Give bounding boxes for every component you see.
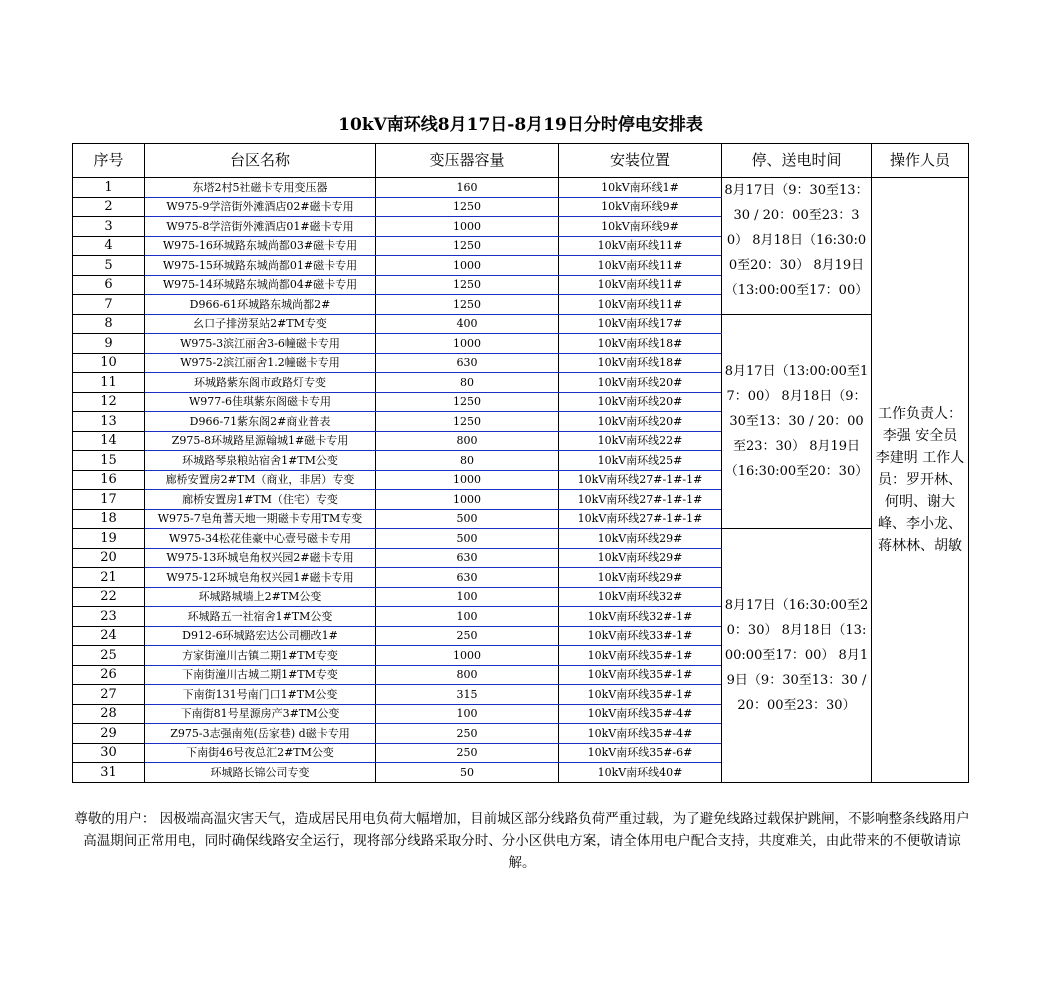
row-location: 10kV南环线25#: [559, 451, 722, 471]
row-capacity: 250: [376, 743, 559, 763]
row-location: 10kV南环线9#: [559, 217, 722, 237]
row-number: 24: [73, 626, 145, 646]
row-number: 19: [73, 529, 145, 549]
row-location: 10kV南环线20#: [559, 412, 722, 432]
time-group-cell: 8月17日（13:00:00至17：00） 8月18日（9：30至13：30 / 20：00至23：30） 8月19日（16:30:00至20：30）: [722, 314, 872, 529]
row-location: 10kV南环线35#-1#: [559, 646, 722, 666]
row-number: 27: [73, 685, 145, 705]
operators-cell: 工作负责人：李强 安全员 李建明 工作人员：罗开林、何明、谢大峰、李小龙、蒋林林、胡敏: [872, 178, 969, 783]
row-location: 10kV南环线35#-1#: [559, 685, 722, 705]
row-capacity: 160: [376, 178, 559, 198]
row-name: W975-15环城路东城尚都01#磁卡专用: [145, 256, 376, 276]
row-capacity: 1000: [376, 470, 559, 490]
row-location: 10kV南环线11#: [559, 256, 722, 276]
row-number: 22: [73, 587, 145, 607]
row-number: 31: [73, 763, 145, 783]
row-capacity: 315: [376, 685, 559, 705]
row-capacity: 1000: [376, 217, 559, 237]
row-location: 10kV南环线22#: [559, 431, 722, 451]
row-name: W975-9学涪街外滩酒店02#磁卡专用: [145, 197, 376, 217]
row-capacity: 1000: [376, 334, 559, 354]
row-name: 环城路紫东阁市政路灯专变: [145, 373, 376, 393]
row-name: W977-6佳琪紫东阁磁卡专用: [145, 392, 376, 412]
row-name: 环城路城墙上2#TM公变: [145, 587, 376, 607]
row-capacity: 50: [376, 763, 559, 783]
row-location: 10kV南环线27#-1#-1#: [559, 490, 722, 510]
row-number: 7: [73, 295, 145, 315]
row-location: 10kV南环线32#: [559, 587, 722, 607]
row-name: 廊桥安置房2#TM（商业，非居）专变: [145, 470, 376, 490]
row-name: W975-8学涪街外滩酒店01#磁卡专用: [145, 217, 376, 237]
row-name: 下南街131号南门口1#TM公变: [145, 685, 376, 705]
row-capacity: 1000: [376, 490, 559, 510]
row-name: W975-13环城皂角权兴园2#磁卡专用: [145, 548, 376, 568]
row-name: 环城路琴泉粮站宿舍1#TM公变: [145, 451, 376, 471]
row-capacity: 1250: [376, 197, 559, 217]
row-location: 10kV南环线32#-1#: [559, 607, 722, 627]
row-name: W975-3滨江丽舍3-6幢磁卡专用: [145, 334, 376, 354]
row-capacity: 1250: [376, 392, 559, 412]
row-capacity: 100: [376, 704, 559, 724]
header-operators: 操作人员: [872, 144, 969, 178]
row-number: 8: [73, 314, 145, 334]
schedule-table: [72, 143, 969, 783]
row-location: 10kV南环线9#: [559, 197, 722, 217]
row-name: W975-14环城路东城尚都04#磁卡专用: [145, 275, 376, 295]
row-number: 9: [73, 334, 145, 354]
row-name: D966-71紫东阁2#商业普表: [145, 412, 376, 432]
row-number: 12: [73, 392, 145, 412]
row-location: 10kV南环线35#-6#: [559, 743, 722, 763]
row-location: 10kV南环线35#-4#: [559, 724, 722, 744]
time-group-cell: 8月17日（9：30至13：30 / 20：00至23：30） 8月18日（16:30:00至20：30） 8月19日（13:00:00至17：00）: [722, 178, 872, 315]
header-location: 安装位置: [559, 144, 722, 178]
row-capacity: 100: [376, 587, 559, 607]
header-capacity: 变压器容量: [376, 144, 559, 178]
row-capacity: 1250: [376, 295, 559, 315]
row-name: 方家街潼川古镇二期1#TM专变: [145, 646, 376, 666]
row-number: 28: [73, 704, 145, 724]
row-capacity: 1250: [376, 412, 559, 432]
row-capacity: 250: [376, 724, 559, 744]
row-number: 11: [73, 373, 145, 393]
row-name: W975-2滨江丽舍1.2幢磁卡专用: [145, 353, 376, 373]
row-location: 10kV南环线35#-4#: [559, 704, 722, 724]
row-location: 10kV南环线11#: [559, 275, 722, 295]
row-name: 下南街81号星源房产3#TM公变: [145, 704, 376, 724]
row-number: 13: [73, 412, 145, 432]
row-number: 1: [73, 178, 145, 198]
row-capacity: 250: [376, 626, 559, 646]
row-number: 21: [73, 568, 145, 588]
row-name: Z975-3志强南苑(岳家巷) d磁卡专用: [145, 724, 376, 744]
row-number: 29: [73, 724, 145, 744]
row-location: 10kV南环线27#-1#-1#: [559, 509, 722, 529]
row-capacity: 800: [376, 665, 559, 685]
row-location: 10kV南环线11#: [559, 295, 722, 315]
row-name: 东塔2村5社磁卡专用变压器: [145, 178, 376, 198]
schedule-body: [73, 144, 969, 783]
row-number: 15: [73, 451, 145, 471]
row-location: 10kV南环线35#-1#: [559, 665, 722, 685]
row-name: D966-61环城路东城尚都2#: [145, 295, 376, 315]
row-capacity: 1250: [376, 275, 559, 295]
header-no: 序号: [73, 144, 145, 178]
row-location: 10kV南环线29#: [559, 568, 722, 588]
row-capacity: 100: [376, 607, 559, 627]
time-group-cell: 8月17日（16:30:00至20：30） 8月18日（13:00:00至17：00） 8月19日（9：30至13：30 / 20：00至23：30）: [722, 529, 872, 783]
row-number: 20: [73, 548, 145, 568]
row-name: 环城路长锦公司专变: [145, 763, 376, 783]
row-number: 17: [73, 490, 145, 510]
row-name: W975-12环城皂角权兴园1#磁卡专用: [145, 568, 376, 588]
row-name: W975-16环城路东城尚都03#磁卡专用: [145, 236, 376, 256]
row-capacity: 500: [376, 509, 559, 529]
row-location: 10kV南环线17#: [559, 314, 722, 334]
row-capacity: 800: [376, 431, 559, 451]
row-location: 10kV南环线1#: [559, 178, 722, 198]
row-capacity: 80: [376, 373, 559, 393]
row-capacity: 630: [376, 353, 559, 373]
row-number: 16: [73, 470, 145, 490]
row-name: 廊桥安置房1#TM（住宅）专变: [145, 490, 376, 510]
header-row: [73, 144, 969, 178]
notice-text: 尊敬的用户： 因极端高温灾害天气，造成居民用电负荷大幅增加，目前城区部分线路负荷严重过载，为了避免线路过载保护跳闸，不影响整条线路用户高温期间正常用电，同时确保线路安全运行，现将部分线路采取分时、分小区供电方案，请全体用电户配合支持，共度难关，由此带来的不便敬请谅解。: [74, 811, 970, 871]
row-capacity: 80: [376, 451, 559, 471]
row-number: 18: [73, 509, 145, 529]
row-number: 4: [73, 236, 145, 256]
row-number: 26: [73, 665, 145, 685]
row-capacity: 1000: [376, 646, 559, 666]
row-capacity: 400: [376, 314, 559, 334]
row-name: 环城路五一社宿舍1#TM公变: [145, 607, 376, 627]
row-location: 10kV南环线27#-1#-1#: [559, 470, 722, 490]
row-number: 25: [73, 646, 145, 666]
row-number: 14: [73, 431, 145, 451]
header-name: 台区名称: [145, 144, 376, 178]
row-capacity: 630: [376, 568, 559, 588]
table-row: [73, 529, 969, 549]
row-number: 6: [73, 275, 145, 295]
row-name: Z975-8环城路星源翰城1#磁卡专用: [145, 431, 376, 451]
row-number: 10: [73, 353, 145, 373]
row-name: 幺口子排涝泵站2#TM专变: [145, 314, 376, 334]
row-location: 10kV南环线29#: [559, 529, 722, 549]
row-location: 10kV南环线11#: [559, 236, 722, 256]
row-number: 5: [73, 256, 145, 276]
row-location: 10kV南环线40#: [559, 763, 722, 783]
row-location: 10kV南环线33#-1#: [559, 626, 722, 646]
table-row: [73, 314, 969, 334]
row-location: 10kV南环线18#: [559, 334, 722, 354]
row-name: W975-7皂角蓍天地一期磁卡专用TM专变: [145, 509, 376, 529]
row-location: 10kV南环线29#: [559, 548, 722, 568]
header-time: 停、送电时间: [722, 144, 872, 178]
row-location: 10kV南环线18#: [559, 353, 722, 373]
row-name: D912-6环城路宏达公司棚改1#: [145, 626, 376, 646]
row-capacity: 500: [376, 529, 559, 549]
row-capacity: 1000: [376, 256, 559, 276]
row-capacity: 630: [376, 548, 559, 568]
row-number: 2: [73, 197, 145, 217]
row-name: 下南街46号夜总汇2#TM公变: [145, 743, 376, 763]
row-number: 30: [73, 743, 145, 763]
page-title: 10kV南环线8月17日-8月19日分时停电安排表: [338, 115, 703, 135]
row-location: 10kV南环线20#: [559, 373, 722, 393]
row-number: 3: [73, 217, 145, 237]
row-number: 23: [73, 607, 145, 627]
row-capacity: 1250: [376, 236, 559, 256]
table-row: [73, 178, 969, 198]
row-location: 10kV南环线20#: [559, 392, 722, 412]
row-name: 下南街潼川古城二期1#TM专变: [145, 665, 376, 685]
row-name: W975-34松花佳豪中心壹号磁卡专用: [145, 529, 376, 549]
